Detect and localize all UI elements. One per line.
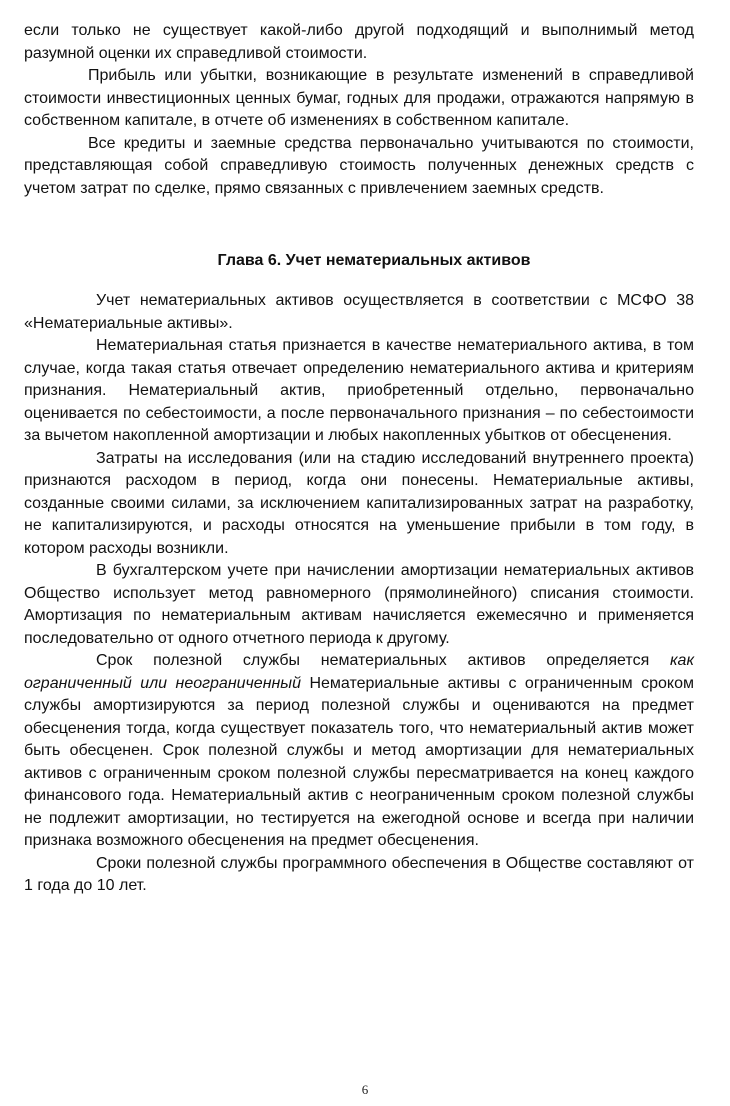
paragraph-software-life: Сроки полезной службы программного обеспечения в Обществе составляют от 1 года до 10 лет. xyxy=(24,854,694,894)
useful-life-italic: как ограниченный или неограниченный xyxy=(24,652,695,692)
useful-life-start: Срок полезной службы нематериальных активов определяется xyxy=(96,652,650,669)
paragraph-useful-life xyxy=(24,650,694,853)
paragraph-ifrs38: Учет нематериальных активов осуществляется в соответствии с МСФО 38 «Нематериальные активы». xyxy=(24,292,694,332)
paragraph-research-costs: Затраты на исследования (или на стадию исследований внутреннего проекта) признаются расходом в период, когда они понесены. Нематериальные активы, созданные своими силами, за исключением капитализированных затрат на разработку, не капитализируются, и расходы относятся на уменьшение прибыли в том году, в котором расходы возникли. xyxy=(24,449,694,557)
paragraph-fair-value-method: если только не существует какой-либо другой подходящий и выполнимый метод разумной оценки их справедливой стоимости. xyxy=(24,22,694,62)
page-number: 6 xyxy=(361,1082,369,1097)
paragraph-profit-loss: Прибыль или убытки, возникающие в результате изменений в справедливой стоимости инвестиционных ценных бумаг, годных для продажи, отражаются напрямую в собственном капитале, в отчете об изменениях в собственном капитале. xyxy=(24,67,694,129)
paragraph-loans: Все кредиты и заемные средства первоначально учитываются по стоимости, представляющая собой справедливую стоимость полученных денежных средств с учетом затрат по сделке, прямо связанных с привлечением заемных средств. xyxy=(24,134,694,197)
document-body xyxy=(24,20,694,898)
paragraph-amortization-method: В бухгалтерском учете при начислении амортизации нематериальных активов Общество использует метод равномерного (прямолинейного) списания стоимости. Амортизация по нематериальным активам начисляется ежемесячно и применяется последовательно от одного отчетного периода к другому. xyxy=(24,562,694,647)
paragraph-recognition: Нематериальная статья признается в качестве нематериального актива, в том случае, когда такая статья отвечает определению нематериального актива и критериям признания. Нематериальный актив, приобретенный отдельно, первоначально оценивается по себестоимости, а после первоначального признания – по себестоимости за вычетом накопленной амортизации и любых накопленных убытков от обесценения. xyxy=(24,337,694,444)
useful-life-end: Нематериальные активы с ограниченным сроком службы амортизируются за период полезной службы и оцениваются на предмет обесценения тогда, когда существует показатель того, что нематериальный актив может быть обесценен. Срок полезной службы и метод амортизации для нематериальных активов с ограниченным сроком полезной службы пересматривается на конец каждого финансового года. Нематериальный актив с неограниченным сроком полезной службы не подлежит амортизации, но тестируется на ежегодной основе и всегда при наличии признака возможного обесценения на предмет обесценения. xyxy=(24,674,694,849)
chapter-heading: Глава 6. Учет нематериальных активов xyxy=(217,252,531,269)
